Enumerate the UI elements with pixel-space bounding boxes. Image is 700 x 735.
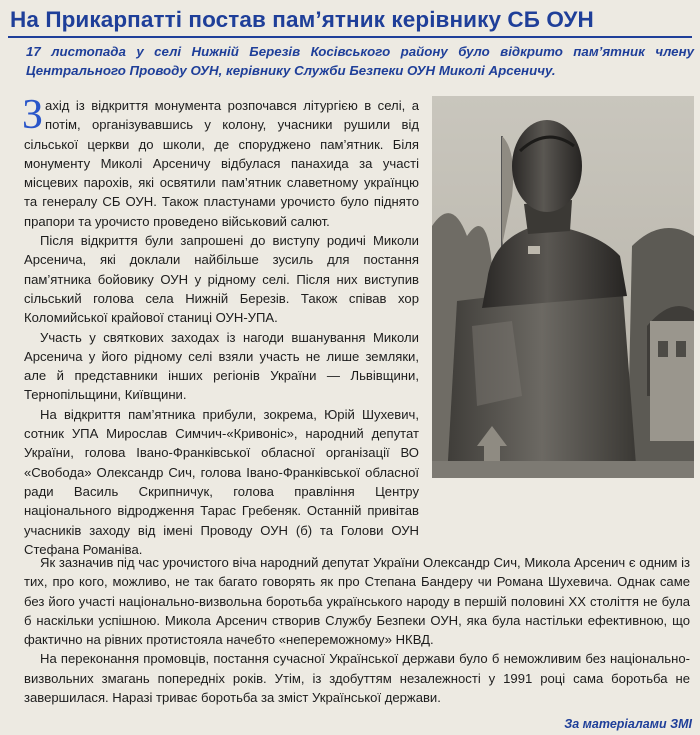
article-paragraph: На переконання промовців, постання сучасної Української держави було б неможливим без національно-визвольних змагань попередніх років. Утім, із здобуттям незалежності у 1991 році сама боротьба не завершилася. Наразі триває боротьба за зміст Української держави. (24, 651, 690, 706)
article-paragraph (22, 92, 419, 231)
article-body-column (22, 92, 419, 559)
article-paragraph: На відкриття пам’ятника прибули, зокрема, Юрій Шухевич, сотник УПА Мирослав Симчич-«Кривоніс», народний депутат України, голова Івано-Франківської обласної організації ВО «Свобода» Олександр Сич, голова Івано-Франківської обласної ради Василь Скрипничук, голова правління Центру національного відродження Тарас Гребеняк. Останній привітав учасників заходу від імені Проводу ОУН (б) та Голови ОУН Стефана Романіва. (24, 406, 419, 557)
article-body-full (24, 553, 690, 707)
article-paragraph: Після відкриття були запрошені до виступу родичі Миколи Арсенича, які доклали найбільше зусиль для постання пам’ятника бойовику ОУН у рідному селі. Після них виступив сільський голова села Нижній Березів. Також співав хор Коломийської крайової станиці ОУН-УПА. (24, 233, 419, 326)
article-lead: 17 листопада у селі Нижній Березів Косівського району було відкрито пам’ятник члену Центрального Проводу ОУН, керівнику Служби Безпеки ОУН Миколі Арсеничу. (26, 44, 694, 78)
paragraph-text: ахід із відкриття монумента розпочався літургією в селі, а потім, організувавшись у колону, учасники рушили від сільської церкви до школи, де споруджено пам’ятник. Біля монументу Миколі Арсеничу відбулася панахида за участі місцевих парохів, які освятили пам’ятник славетному українцю та генералу СБ ОУН. Також пластунами урочисто було піднято прапори та урочисто проведено військовий салют. (24, 98, 419, 229)
drop-cap: З (22, 92, 44, 138)
headline-divider (8, 36, 692, 38)
article-paragraph: Як зазначив під час урочистого віча народний депутат України Олександр Сич, Микола Арсенич є одним із тих, про кого, можливо, не так багато говорять як про Степана Бандеру чи Романа Шухевича. Однак саме без його участі національно-визвольна боротьба українського народу в першій половині XX століття не була б наскільки успішною. Микола Арсенич створив Службу Безпеки ОУН, яка була настільки ефективною, що фактично на рівних протистояла начебто «непереможному» НКВД. (24, 555, 690, 648)
article-paragraph: Участь у святкових заходах із нагоди вшанування Миколи Арсенича у його рідному селі взяли участь не лише земляки, але й представники інших регіонів України — Львівщини, Тернопільщини, Київщини. (24, 329, 419, 403)
monument-photo-drawing (432, 96, 694, 478)
article-headline: На Прикарпатті постав пам’ятник керівнику СБ ОУН (10, 7, 594, 32)
monument-photo (432, 96, 694, 478)
source-credit: За матеріалами ЗМІ (564, 717, 692, 731)
